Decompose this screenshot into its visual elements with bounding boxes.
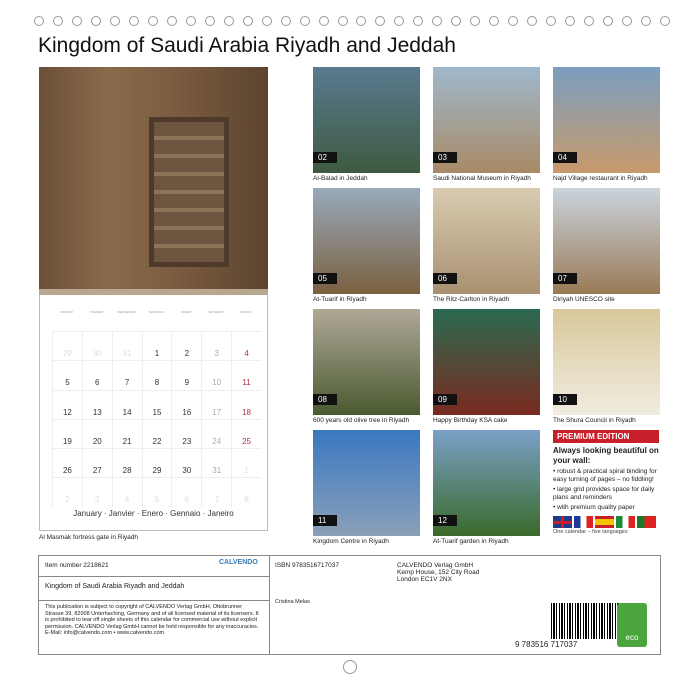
calvendo-logo: CALVENDO: [219, 559, 258, 566]
premium-bullet: • large grid provides space for daily plans and reminders: [553, 486, 655, 501]
italy-flag-icon: [616, 516, 635, 528]
languages-note: One calendar – five languages: [553, 529, 628, 535]
spiral-hole: [356, 16, 366, 26]
spiral-hole: [508, 16, 518, 26]
spiral-hole: [660, 16, 670, 26]
day-cell: 29: [52, 331, 82, 360]
photo-caption: Happy Birthday KSA cake: [433, 417, 508, 424]
day-cell: 21: [112, 419, 142, 448]
france-flag-icon: [574, 516, 593, 528]
spiral-hole: [148, 16, 158, 26]
weekday-label: SATURDAY: [208, 310, 225, 314]
day-cell: 12: [52, 390, 82, 419]
spiral-hole: [394, 16, 404, 26]
day-cell: 3: [201, 331, 231, 360]
portugal-flag-icon: [637, 516, 656, 528]
day-cell: 13: [82, 390, 112, 419]
spiral-hole: [243, 16, 253, 26]
photo-caption: At-Tuarif in Riyadh: [313, 296, 367, 303]
day-cell: 31: [201, 448, 231, 477]
spiral-hole: [110, 16, 120, 26]
photo-number: 10: [553, 394, 577, 405]
spiral-hole: [281, 16, 291, 26]
photo-number: 06: [433, 273, 457, 284]
door-image: [149, 117, 229, 267]
address-line: London EC1V 2NX: [397, 576, 452, 583]
spiral-hole: [527, 16, 537, 26]
spiral-hole: [338, 16, 348, 26]
spiral-hole: [53, 16, 63, 26]
spiral-hole: [546, 16, 556, 26]
month-label: January · Janvier · Enero · Gennaio · Janeiro: [73, 509, 234, 518]
spiral-hole: [72, 16, 82, 26]
day-cell: 8: [142, 360, 172, 389]
spiral-hole: [186, 16, 196, 26]
day-cell: 7: [201, 477, 231, 506]
spiral-hole: [300, 16, 310, 26]
premium-heading: Always looking beautiful on your wall:: [553, 446, 659, 465]
photo-caption: The Shura Council in Riyadh: [553, 417, 636, 424]
spiral-hole: [129, 16, 139, 26]
day-cell: 4: [231, 331, 261, 360]
day-cell: 19: [52, 419, 82, 448]
day-cell: 8: [231, 477, 261, 506]
main-photo: [39, 67, 268, 295]
weekday-label: MONDAY: [60, 310, 74, 314]
photo-number: 03: [433, 152, 457, 163]
day-cell: 31: [112, 331, 142, 360]
day-cell: 4: [112, 477, 142, 506]
photo-07: [553, 188, 660, 294]
day-cell: 30: [82, 331, 112, 360]
photo-03: [433, 67, 540, 173]
address-line: Kemp House, 152 City Road: [397, 569, 480, 576]
photo-12: [433, 430, 540, 536]
day-cell: 30: [171, 448, 201, 477]
footer-info: [38, 555, 661, 655]
spiral-hole: [34, 16, 44, 26]
weekday-label: SUNDAY: [239, 310, 253, 314]
photo-number: 02: [313, 152, 337, 163]
day-cell: 7: [112, 360, 142, 389]
photo-caption: Najd Village restaurant in Riyadh: [553, 175, 648, 182]
author: Cristina Melas: [275, 599, 310, 605]
spiral-holes: [34, 16, 670, 26]
spiral-hole: [565, 16, 575, 26]
day-cell: 9: [171, 360, 201, 389]
spiral-hole: [375, 16, 385, 26]
photo-caption: Diriyah UNESCO site: [553, 296, 615, 303]
day-cell: 5: [142, 477, 172, 506]
premium-badge: PREMIUM EDITION: [553, 430, 659, 443]
photo-08: [313, 309, 420, 415]
photo-06: [433, 188, 540, 294]
weekday-label: THURSDAY: [148, 310, 165, 314]
day-cell: 10: [201, 360, 231, 389]
day-cell: 25: [231, 419, 261, 448]
day-cell: 11: [231, 360, 261, 389]
weekday-label: TUESDAY: [89, 310, 104, 314]
spiral-hole: [319, 16, 329, 26]
premium-bullet: • with premium quality paper: [553, 504, 635, 511]
spiral-hole: [167, 16, 177, 26]
spiral-hole: [205, 16, 215, 26]
day-cell: 16: [171, 390, 201, 419]
photo-10: [553, 309, 660, 415]
weekday-label: FRIDAY: [180, 310, 192, 314]
premium-bullet: • robust & practical spiral binding for easy turning of pages – no fiddling!: [553, 468, 657, 483]
photo-number: 04: [553, 152, 577, 163]
photo-number: 07: [553, 273, 577, 284]
day-cell: 23: [171, 419, 201, 448]
spiral-hole: [451, 16, 461, 26]
spiral-hole: [262, 16, 272, 26]
photo-caption: 600 years old olive tree in Riyadh: [313, 417, 410, 424]
spiral-hole: [489, 16, 499, 26]
day-cell: 2: [52, 477, 82, 506]
photo-number: 09: [433, 394, 457, 405]
uk-flag-icon: [553, 516, 572, 528]
day-cell: 1: [142, 331, 172, 360]
photo-05: [313, 188, 420, 294]
isbn: ISBN 9783516717037: [275, 562, 339, 569]
day-cell: 17: [201, 390, 231, 419]
spiral-hole: [622, 16, 632, 26]
photo-09: [433, 309, 540, 415]
weekday-label: WEDNESDAY: [117, 310, 137, 314]
photo-caption: Saudi National Museum in Riyadh: [433, 175, 531, 182]
photo-11: [313, 430, 420, 536]
photo-number: 11: [313, 515, 337, 526]
photo-caption: The Ritz-Carlton in Riyadh: [433, 296, 510, 303]
day-cell: 5: [52, 360, 82, 389]
day-cell: 6: [82, 360, 112, 389]
day-cell: 3: [82, 477, 112, 506]
day-cell: 27: [82, 448, 112, 477]
day-cell: 2: [171, 331, 201, 360]
photo-02: [313, 67, 420, 173]
legal-text: This publication is subject to copyright of CALVENDO Verlag GmbH, Ottobrunner Strasse 39, 82008 Unterhaching, Germany and of all licensed material of its licensers. It is prohibited to tear off single sheets of this calendar for commercial use without explicit permission. CALVENDO Verlag GmbH cannot be held responsible for any inaccuracies. E-Mail: info@calvendo.com • www.calvendo.com: [45, 604, 259, 636]
spain-flag-icon: [595, 516, 614, 528]
address-line: CALVENDO Verlag GmbH: [397, 562, 474, 569]
spiral-hole: [91, 16, 101, 26]
item-number: Item number 2218621: [45, 562, 109, 569]
footer-title: Kingdom of Saudi Arabia Riyadh and Jeddah: [45, 583, 185, 590]
photo-caption: Al-Balad in Jeddah: [313, 175, 368, 182]
spiral-hole: [432, 16, 442, 26]
premium-box: [553, 430, 659, 535]
spiral-hole: [470, 16, 480, 26]
photo-caption: At-Tuarif garden in Riyadh: [433, 538, 509, 545]
photo-caption: Kingdom Centre in Riyadh: [313, 538, 389, 545]
hanging-hole: [343, 660, 357, 674]
day-cell: 20: [82, 419, 112, 448]
day-cell: 6: [171, 477, 201, 506]
spiral-hole: [641, 16, 651, 26]
spiral-hole: [413, 16, 423, 26]
photo-04: [553, 67, 660, 173]
day-cell: 1: [231, 448, 261, 477]
main-photo-caption: Al Masmak fortress gate in Riyadh: [39, 534, 138, 541]
day-cell: 24: [201, 419, 231, 448]
photo-number: 12: [433, 515, 457, 526]
spiral-hole: [584, 16, 594, 26]
spiral-hole: [224, 16, 234, 26]
barcode-number: 9 783516 717037: [515, 640, 578, 649]
photo-number: 08: [313, 394, 337, 405]
day-cell: 29: [142, 448, 172, 477]
calendar-grid: [39, 295, 268, 531]
day-cell: 22: [142, 419, 172, 448]
day-cell: 14: [112, 390, 142, 419]
spiral-hole: [603, 16, 613, 26]
day-cell: 18: [231, 390, 261, 419]
day-cell: 26: [52, 448, 82, 477]
photo-number: 05: [313, 273, 337, 284]
day-cell: 15: [142, 390, 172, 419]
page-title: Kingdom of Saudi Arabia Riyadh and Jeddah: [38, 34, 456, 57]
eco-logo: eco: [617, 603, 647, 647]
day-cell: 28: [112, 448, 142, 477]
